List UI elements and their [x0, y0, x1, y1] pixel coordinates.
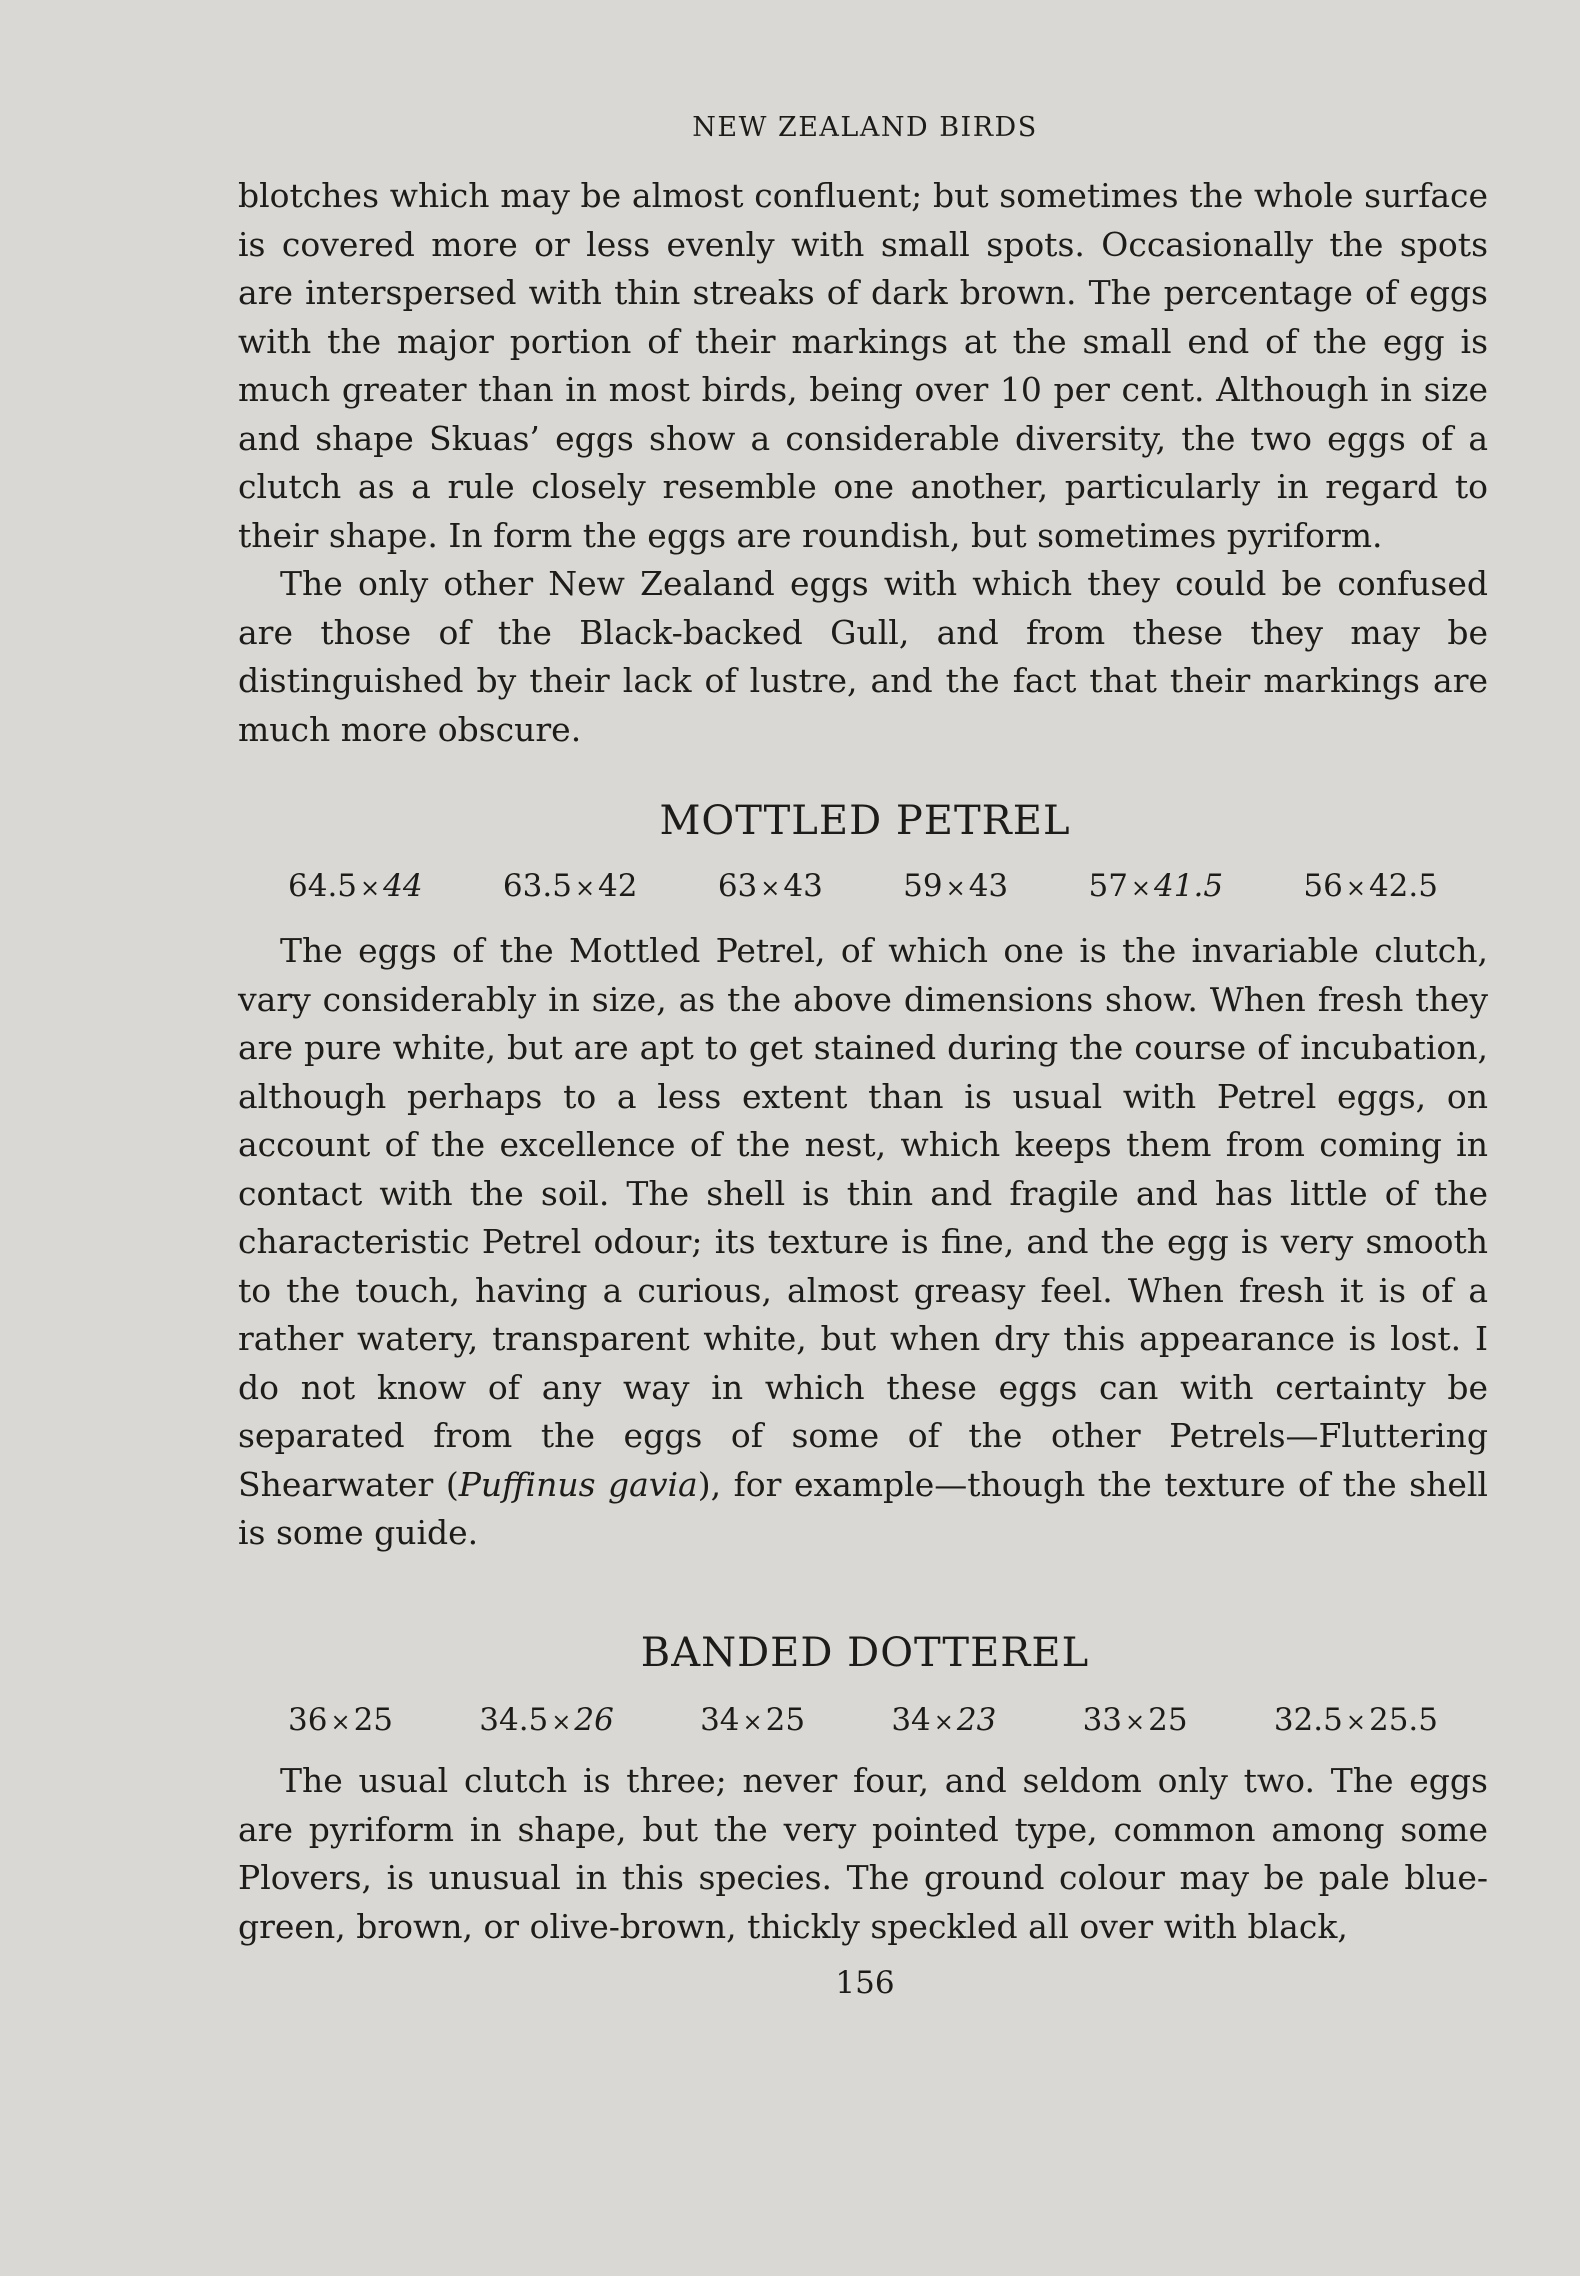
egg-dimension: 64.5 ×44 — [288, 868, 423, 904]
mottled-petrel-dimensions — [288, 868, 1438, 904]
egg-dimension: 57 ×41.5 — [1088, 868, 1224, 904]
egg-dimension: 36 ×25 — [288, 1702, 394, 1738]
egg-dimension: 33 ×25 — [1082, 1702, 1188, 1738]
banded-dotterel-paragraph: The usual clutch is three; never four, and seldom only two. The eggs are pyriform in shape, but the very pointed type, common among some Plovers, is unusual in this species. The ground colour may be pale blue-green, brown, or olive-brown, thickly speckled all over with black, — [238, 1761, 1488, 1946]
species-name: Puffinus gavia — [458, 1464, 698, 1504]
mottled-petrel-heading: MOTTLED PETREL — [659, 798, 1071, 844]
egg-dimension: 34.5 ×26 — [479, 1702, 614, 1738]
banded-dotterel-text — [238, 1757, 1488, 1951]
intro-text — [238, 172, 1488, 754]
intro-paragraph-1: blotches which may be almost confluent; but sometimes the whole surface is covered more or less evenly with small spots. Occasionally the spots are interspersed with thin streaks of dark brown. The percentage of eggs with the major portion of their markings at the small end of the egg is much greater than in most birds, being over 10 per cent. Although in size and shape Skuas’ eggs show a considerable diversity, the two eggs of a clutch as a rule closely resemble one another, particularly in regard to their shape. In form the eggs are roundish, but sometimes pyriform. — [238, 176, 1488, 555]
egg-dimension: 59 ×43 — [903, 868, 1009, 904]
banded-dotterel-dimensions — [288, 1702, 1438, 1738]
banded-dotterel-heading: BANDED DOTTEREL — [640, 1630, 1090, 1676]
egg-dimension: 32.5 ×25.5 — [1273, 1702, 1438, 1738]
running-head: NEW ZEALAND BIRDS — [692, 112, 1038, 143]
mottled-petrel-text — [238, 927, 1488, 1558]
egg-dimension: 34 ×25 — [700, 1702, 806, 1738]
mottled-petrel-paragraph: The eggs of the Mottled Petrel, of which one is the invariable clutch, vary considerably in size, as the above dimensions show. When fresh they are pure white, but are apt to get stained during the course of incubation, although perhaps to a less extent than is usual with Petrel eggs, on account of the excellence of the nest, which keeps them from coming in contact with the soil. The shell is thin and fragile and has little of the characteristic Petrel odour; its texture is fine, and the egg is very smooth to the touch, having a curious, almost greasy feel. When fresh it is of a rather watery, transparent white, but when dry this appearance is lost. I do not know of any way in which these eggs can with certainty be separated from the eggs of some of the other Petrels—Fluttering Shearwater (Puffinus gavia), for example—though the texture of the shell is some guide. — [238, 931, 1488, 1552]
egg-dimension: 63 ×43 — [717, 868, 823, 904]
egg-dimension: 56 ×42.5 — [1303, 868, 1438, 904]
egg-dimension: 63.5 ×42 — [502, 868, 638, 904]
intro-paragraph-2: The only other New Zealand eggs with which they could be confused are those of the Black-backed Gull, and from these they may be distinguished by their lack of lustre, and the fact that their markings are much more obscure. — [238, 564, 1488, 749]
egg-dimension: 34 ×23 — [891, 1702, 997, 1738]
page-number: 156 — [835, 1965, 895, 2001]
